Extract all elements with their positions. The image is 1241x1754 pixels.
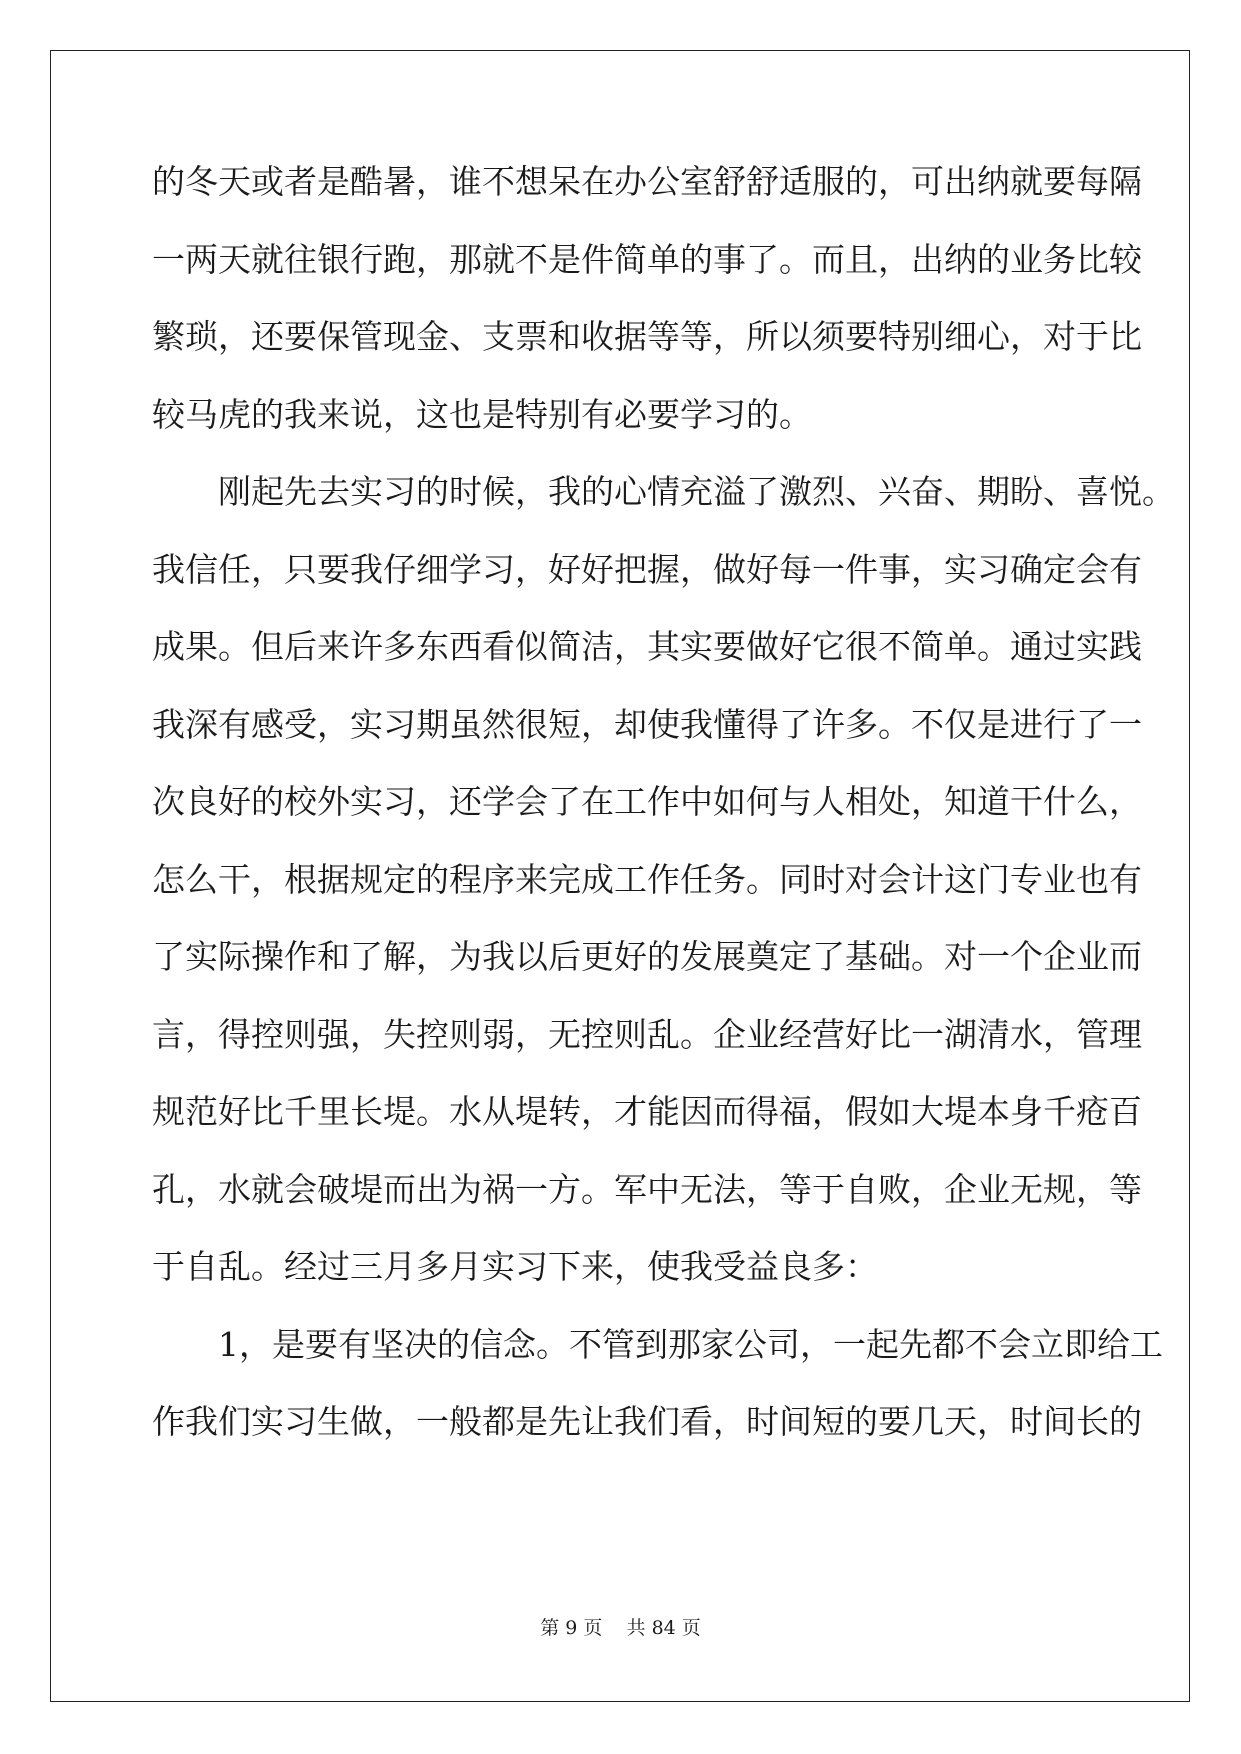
paragraph-start-line: 刚起先去实习的时候，我的心情充溢了激烈、兴奋、期盼、喜悦。	[218, 472, 1175, 511]
text-line: 规范好比千里长堤。水从堤转，才能因而得福，假如大堤本身千疮百	[152, 1092, 1142, 1131]
page-number: 第 9 页	[540, 1617, 603, 1639]
text-line: 成果。但后来许多东西看似简洁，其实要做好它很不简单。通过实践	[152, 627, 1142, 666]
text-line: 孔，水就会破堤而出为祸一方。军中无法，等于自败，企业无规，等	[152, 1169, 1142, 1209]
text-line: 怎么干，根据规定的程序来完成工作任务。同时对会计这门专业也有	[152, 859, 1142, 899]
text-line: 了实际操作和了解，为我以后更好的发展奠定了基础。对一个企业而	[152, 937, 1142, 976]
text-line: 的冬天或者是酷暑，谁不想呆在办公室舒舒适服的，可出纳就要每隔	[152, 162, 1142, 201]
text-line: 较马虎的我来说，这也是特别有必要学习的。	[152, 394, 812, 434]
text-line: 作我们实习生做，一般都是先让我们看，时间短的要几天，时间长的	[152, 1402, 1142, 1441]
text-line: 繁琐，还要保管现金、支票和收据等等，所以须要特别细心，对于比	[152, 317, 1142, 356]
paragraph-start-line: 1，是要有坚决的信念。不管到那家公司，一起先都不会立即给工	[218, 1324, 1163, 1364]
text-line: 于自乱。经过三月多月实习下来，使我受益良多：	[152, 1247, 878, 1286]
text-line: 言，得控则强，失控则弱，无控则乱。企业经营好比一湖清水，管理	[152, 1014, 1142, 1054]
document-body	[152, 162, 1175, 1480]
text-line: 次良好的校外实习，还学会了在工作中如何与人相处，知道干什么，	[152, 782, 1142, 821]
text-line: 我深有感受，实习期虽然很短，却使我懂得了许多。不仅是进行了一	[152, 704, 1142, 744]
page-footer	[0, 1616, 1241, 1640]
text-line: 一两天就往银行跑，那就不是件简单的事了。而且，出纳的业务比较	[152, 239, 1142, 279]
text-line: 我信任，只要我仔细学习，好好把握，做好每一件事，实习确定会有	[152, 549, 1142, 589]
page-total: 共 84 页	[626, 1617, 701, 1639]
